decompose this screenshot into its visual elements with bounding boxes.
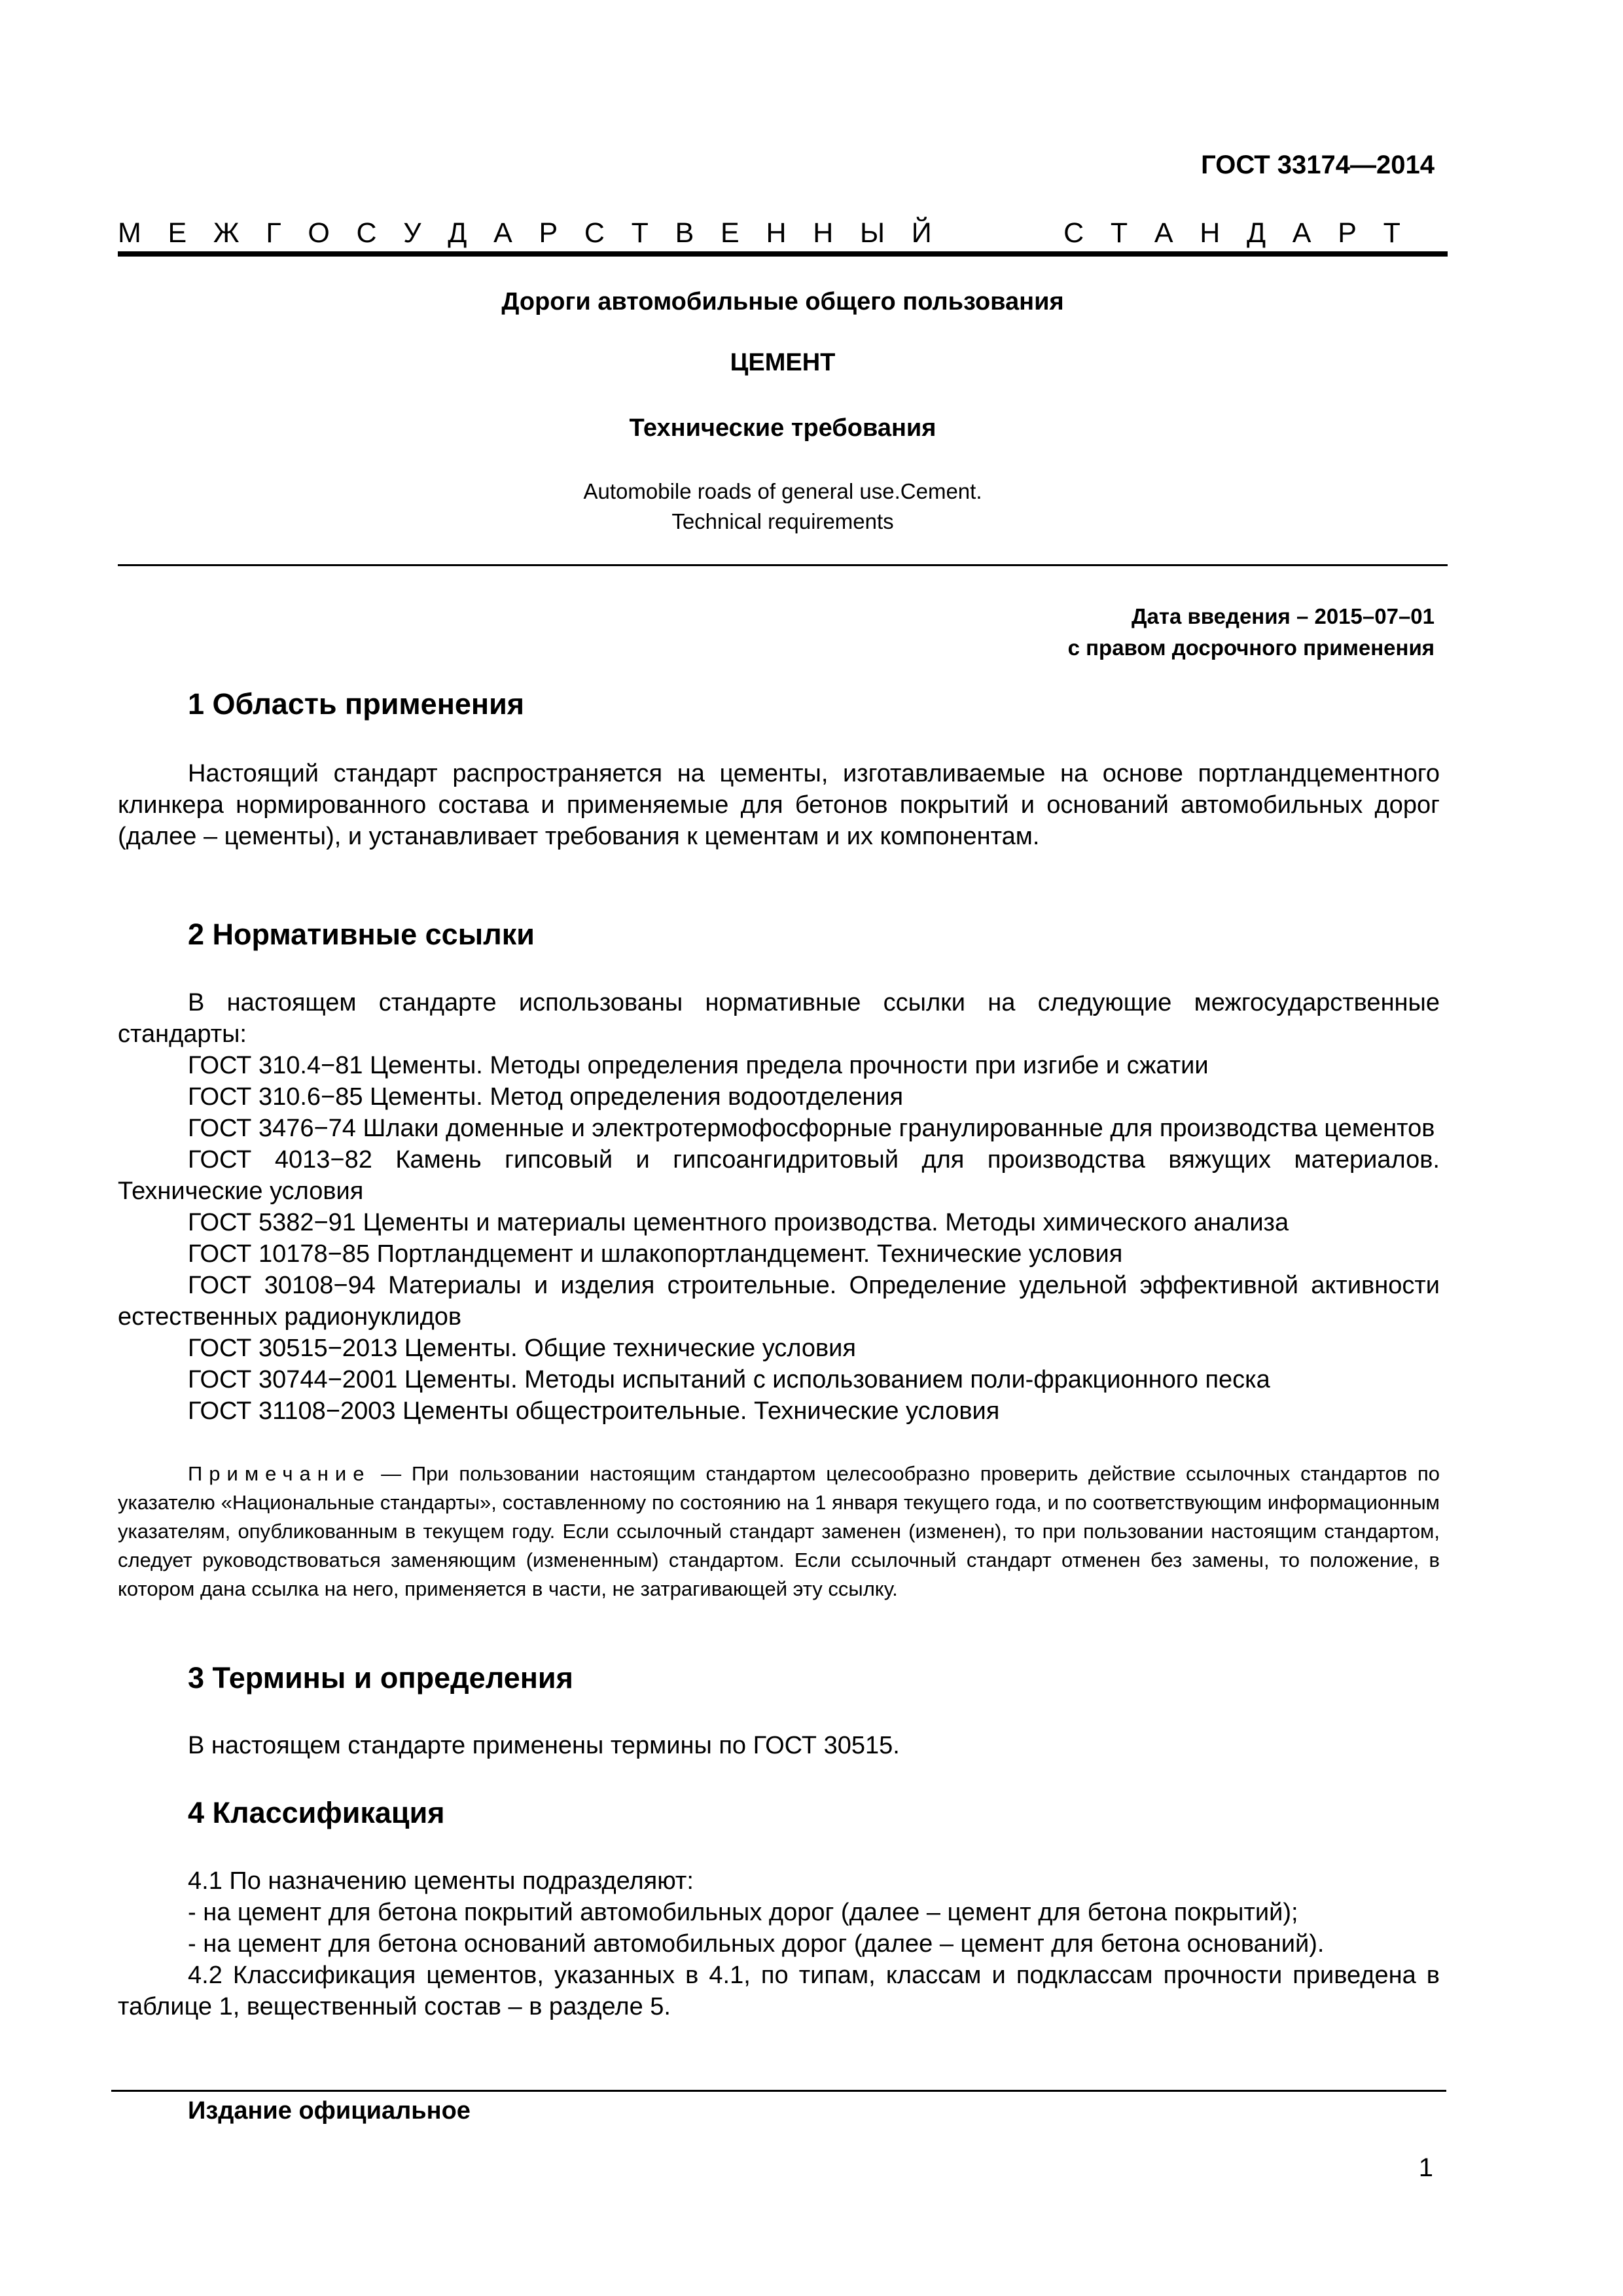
reference-item: ГОСТ 30108−94 Материалы и изделия строительные. Определение удельной эффективной активности естественных радионуклидов: [118, 1272, 1440, 1331]
section-2-body: [118, 987, 1440, 1427]
banner-letter: У: [403, 217, 421, 249]
interstate-standard-banner: [118, 217, 1400, 249]
banner-letter: Е: [168, 217, 187, 249]
banner-letter: В: [675, 217, 694, 249]
note-label: Примечание: [188, 1462, 371, 1485]
reference-item: ГОСТ 31108−2003 Цементы общестроительные. Технические условия: [188, 1397, 1000, 1425]
reference-item: ГОСТ 10178−85 Портландцемент и шлакопортландцемент. Технические условия: [188, 1240, 1123, 1268]
banner-gap: [958, 217, 1037, 249]
banner-letter: Д: [1246, 217, 1266, 249]
banner-letter: Т: [1110, 217, 1128, 249]
banner-letter: С: [1063, 217, 1084, 249]
banner-letter: Д: [448, 217, 467, 249]
banner-letter: Г: [266, 217, 281, 249]
reference-item: ГОСТ 5382−91 Цементы и материалы цементного производства. Методы химического анализа: [188, 1209, 1289, 1236]
paragraph: Настоящий стандарт распространяется на цементы, изготавливаемые на основе портландцементного клинкера нормированного состава и применяемые для бетонов покрытий и оснований автомобильных дорог (далее – цементы), и устанавливает требования к цементам и их компонентам.: [118, 760, 1440, 850]
banner-letter: Е: [721, 217, 740, 249]
banner-letter: Н: [813, 217, 834, 249]
note-text: — При пользовании настоящим стандартом целесообразно проверить действие ссылочных стандартов по указателю «Национальные стандарты», составленному по состоянию на 1 января текущего года, и по соответствующим информационным указателям, опубликованным в текущем году. Если ссылочный стандарт заменен (изменен), то при пользовании настоящим стандартом, следует руководствоваться заменяющим (измененным) стандартом. Если ссылочный стандарт отменен без замены, то положение, в котором дана ссылка на него, применяется в части, не затрагивающей эту ссылку.: [118, 1462, 1440, 1600]
reference-item: ГОСТ 310.4−81 Цементы. Методы определения предела прочности при изгибе и сжатии: [188, 1052, 1209, 1079]
reference-item: ГОСТ 4013−82 Камень гипсовый и гипсоангидритовый для производства вяжущих материалов. Технические условия: [118, 1146, 1440, 1205]
paragraph: В настоящем стандарте применены термины по ГОСТ 30515.: [188, 1732, 900, 1759]
introduction-date: Дата введения – 2015–07–01: [1131, 604, 1435, 628]
list-item: - на цемент для бетона оснований автомобильных дорог (далее – цемент для бетона оснований).: [188, 1930, 1325, 1958]
official-edition-label: Издание официальное: [188, 2097, 471, 2125]
section-4-body: [118, 1865, 1440, 2022]
section-4-heading: 4 Классификация: [188, 1796, 445, 1829]
reference-item: ГОСТ 30744−2001 Цементы. Методы испытаний с использованием поли-фракционного песка: [188, 1366, 1270, 1393]
english-title: [118, 476, 1448, 537]
banner-letter: С: [584, 217, 605, 249]
clause-4-1: 4.1 По назначению цементы подразделяют:: [188, 1867, 694, 1895]
banner-letter: Й: [911, 217, 932, 249]
title-line-roads: Дороги автомобильные общего пользования: [501, 288, 1064, 315]
banner-letter: О: [308, 217, 330, 249]
banner-letter: Н: [1200, 217, 1221, 249]
banner-letter: Р: [1338, 217, 1357, 249]
banner-letter: М: [118, 217, 141, 249]
section-2-note: [118, 1460, 1440, 1604]
banner-letter: Ж: [213, 217, 240, 249]
title-line-cement: ЦЕМЕНТ: [730, 349, 836, 376]
banner-letter: С: [356, 217, 377, 249]
document-designation: ГОСТ 33174—2014: [1201, 151, 1435, 179]
footer-rule: [111, 2090, 1446, 2092]
section-2-heading: 2 Нормативные ссылки: [188, 918, 535, 951]
early-application-note: с правом досрочного применения: [1067, 636, 1435, 660]
banner-letter: А: [493, 217, 512, 249]
banner-letter: А: [1292, 217, 1311, 249]
banner-letter: Р: [539, 217, 558, 249]
section-3-body: [118, 1730, 1440, 1761]
reference-item: ГОСТ 310.6−85 Цементы. Метод определения водоотделения: [188, 1083, 904, 1111]
section-1-heading: 1 Область применения: [188, 687, 525, 721]
section-1-body: [118, 758, 1440, 852]
banner-letter: А: [1154, 217, 1173, 249]
introduction-date-block: [1068, 601, 1435, 664]
list-item: - на цемент для бетона покрытий автомобильных дорог (далее – цемент для бетона покрытий);: [188, 1899, 1298, 1926]
reference-item: ГОСТ 30515−2013 Цементы. Общие технические условия: [188, 1335, 856, 1362]
title-line-requirements: Технические требования: [629, 414, 936, 442]
paragraph: В настоящем стандарте использованы нормативные ссылки на следующие межгосударственные стандарты:: [118, 989, 1440, 1048]
reference-item: ГОСТ 3476−74 Шлаки доменные и электротермофосфорные гранулированные для производства цементов: [188, 1115, 1435, 1142]
banner-letter: Т: [631, 217, 649, 249]
page-number: 1: [1418, 2153, 1433, 2182]
english-title-line: Automobile roads of general use.Cement.: [583, 479, 982, 503]
banner-letter: Н: [766, 217, 787, 249]
banner-letter: Т: [1383, 217, 1400, 249]
title-rule: [118, 564, 1448, 566]
english-title-line: Technical requirements: [671, 509, 894, 533]
header-rule: [118, 251, 1448, 257]
banner-letter: Ы: [859, 217, 885, 249]
section-3-heading: 3 Термины и определения: [188, 1661, 573, 1695]
note-paragraph: [118, 1460, 1440, 1604]
clause-4-2: 4.2 Классификация цементов, указанных в 4.1, по типам, классам и подклассам прочности приведена в таблице 1, вещественный состав – в разделе 5.: [118, 1962, 1440, 2020]
